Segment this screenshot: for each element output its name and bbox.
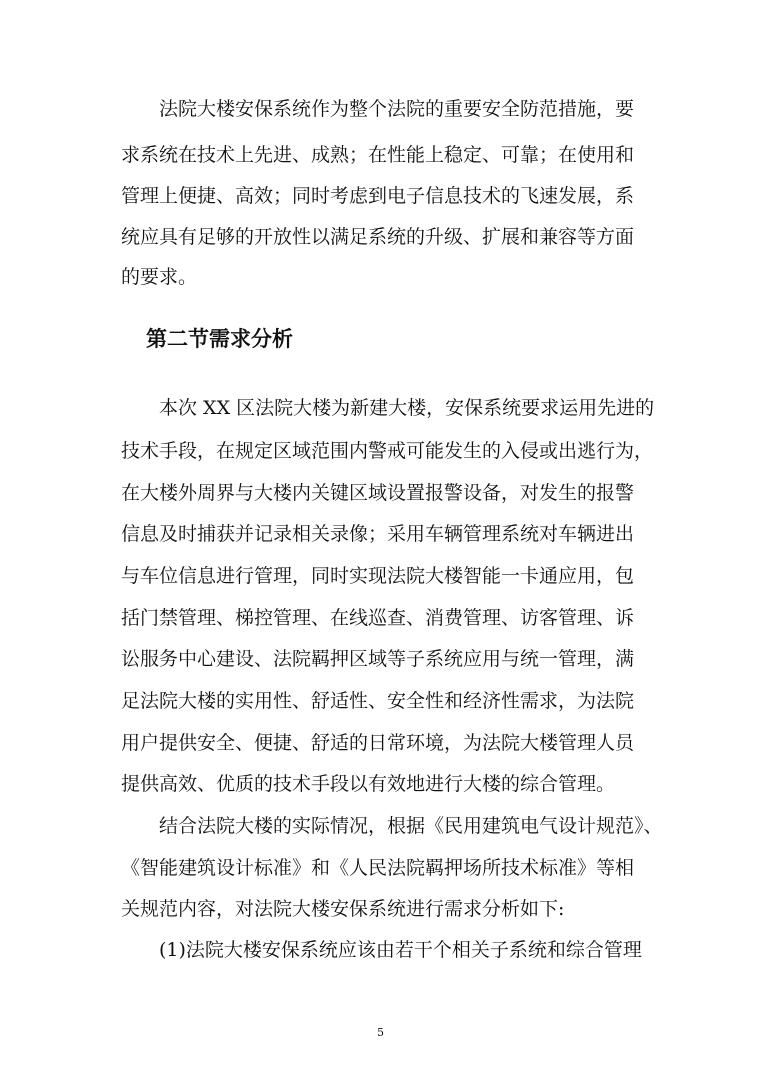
section-heading: 第二节需求分析	[146, 326, 293, 351]
para2-line-10: 提供高效、优质的技术手段以有效地进行大楼的综合管理。	[121, 773, 616, 795]
para1-line-3: 管理上便捷、高效；同时考虑到电子信息技术的飞速发展，系	[121, 185, 635, 207]
para2-line-1: 本次 XX 区法院大楼为新建大楼，安保系统要求运用先进的	[159, 397, 655, 419]
para3-line-2: 《智能建筑设计标准》和《人民法院羁押场所技术标准》等相	[121, 857, 635, 879]
para1-line-4: 统应具有足够的开放性以满足系统的升级、扩展和兼容等方面	[121, 226, 635, 248]
para2-line-7: 讼服务中心建设、法院羁押区域等子系统应用与统一管理，满	[121, 648, 635, 670]
para2-line-2: 技术手段，在规定区域范围内警戒可能发生的入侵或出逃行为，	[121, 440, 654, 462]
para2-line-5: 与车位信息进行管理，同时实现法院大楼智能一卡通应用，包	[121, 565, 635, 587]
para1-line-5: 的要求。	[121, 266, 198, 288]
para1-line-2: 求系统在技术上先进、成熟；在性能上稳定、可靠；在使用和	[121, 144, 635, 166]
para2-line-4: 信息及时捕获并记录相关录像；采用车辆管理系统对车辆进出	[121, 523, 635, 545]
page-number: 5	[377, 1026, 384, 1039]
para2-line-6: 括门禁管理、梯控管理、在线巡查、消费管理、访客管理、诉	[121, 607, 635, 629]
para3-line-1: 结合法院大楼的实际情况，根据《民用建筑电气设计规范》、	[159, 815, 663, 837]
para2-line-8: 足法院大楼的实用性、舒适性、安全性和经济性需求，为法院	[121, 690, 635, 712]
para2-line-3: 在大楼外周界与大楼内关键区域设置报警设备，对发生的报警	[121, 482, 635, 504]
list-item-1: (1)法院大楼安保系统应该由若干个相关子系统和综合管理	[159, 939, 642, 961]
para1-line-1: 法院大楼安保系统作为整个法院的重要安全防范措施，要	[159, 98, 635, 120]
para3-line-3: 关规范内容，对法院大楼安保系统进行需求分析如下:	[121, 898, 565, 920]
para2-line-9: 用户提供安全、便捷、舒适的日常环境，为法院大楼管理人员	[121, 732, 635, 754]
